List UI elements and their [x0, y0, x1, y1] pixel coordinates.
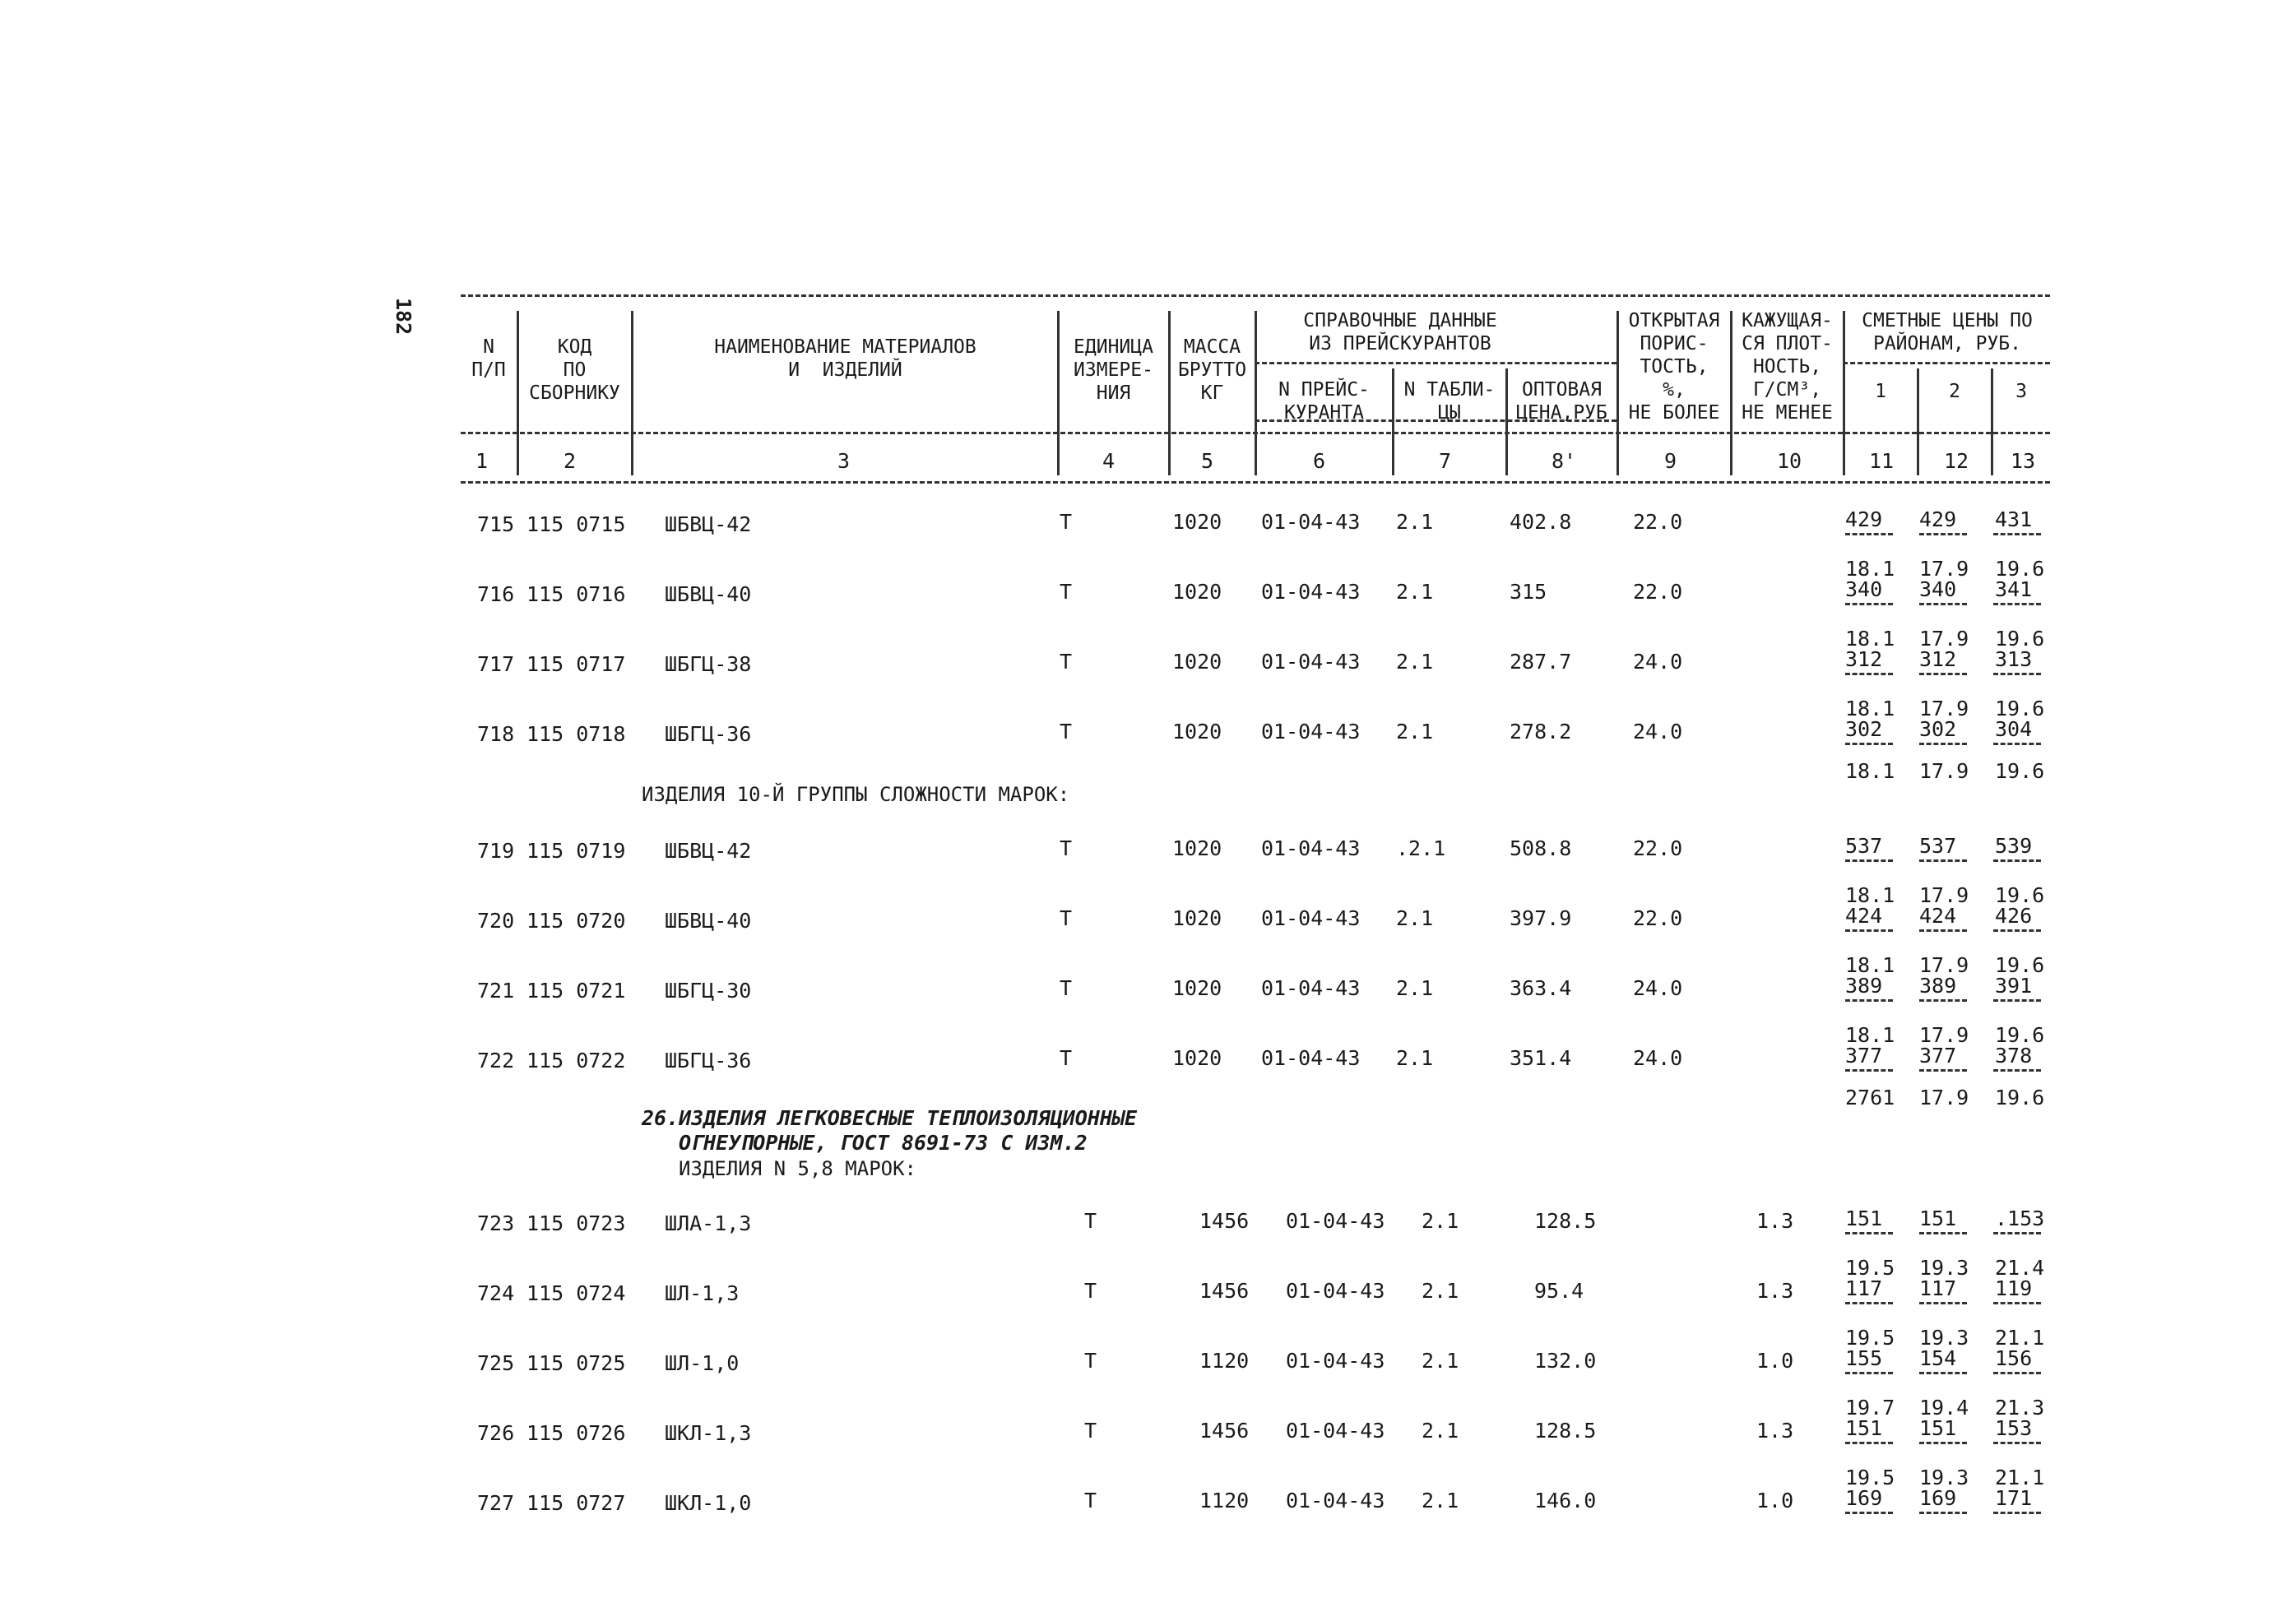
row-code: 115 0723 [526, 1211, 626, 1235]
row-wholesale: 508.8 [1510, 836, 1572, 860]
row-region-price: 312 [1919, 647, 1957, 671]
row-mass: 1456 [1199, 1279, 1250, 1303]
row-unit: Т [1084, 1279, 1097, 1303]
row-region-price: 156 [1995, 1346, 2033, 1370]
fraction-bar [1919, 999, 1967, 1002]
fraction-bar [1919, 1302, 1967, 1304]
row-prev-denominator: 19.6 [1995, 697, 2045, 720]
row-region-price: 155 [1845, 1346, 1883, 1370]
fraction-bar [1845, 1442, 1893, 1444]
row-wholesale: 402.8 [1510, 510, 1572, 534]
row-region-price: 424 [1919, 904, 1957, 928]
row-prev-denominator: 18.1 [1845, 883, 1895, 907]
row-prev-denominator: 19.3 [1919, 1326, 1969, 1350]
row-prev-denominator: 18.1 [1845, 697, 1895, 720]
row-table: 2.1 [1396, 580, 1434, 604]
row-denominator: 17.9 [1919, 759, 1969, 783]
fraction-bar [1845, 1512, 1893, 1514]
row-price-list: 01-04-43 [1286, 1419, 1385, 1443]
row-density: 1.3 [1756, 1419, 1794, 1443]
row-name: ШКЛ-1,0 [665, 1491, 752, 1515]
row-code: 115 0727 [526, 1491, 626, 1515]
column-number: 9 [1664, 449, 1677, 473]
row-region-price: 119 [1995, 1276, 2033, 1300]
group-ref-rule [1255, 362, 1616, 364]
header-price-list: N ПРЕЙС- КУРАНТА [1278, 379, 1370, 424]
row-density: 1.0 [1756, 1489, 1794, 1512]
row-region-price: 377 [1845, 1044, 1883, 1068]
row-unit: Т [1060, 580, 1073, 604]
row-mass: 1020 [1172, 1046, 1222, 1070]
row-table: 2.1 [1422, 1349, 1459, 1373]
row-name: ШБГЦ-36 [665, 722, 752, 746]
row-table: 2.1 [1396, 906, 1434, 930]
header-region-3: 3 [2015, 381, 2027, 402]
header-group-prices: СМЕТНЫЕ ЦЕНЫ ПО РАЙОНАМ, РУБ. [1862, 310, 2033, 354]
row-code: 115 0725 [526, 1351, 626, 1375]
column-number: 2 [564, 449, 577, 473]
header-name: НАИМЕНОВАНИЕ МАТЕРИАЛОВ И ИЗДЕЛИЙ [714, 336, 976, 381]
column-number: 4 [1102, 449, 1116, 473]
fraction-bar [1919, 859, 1967, 862]
row-prev-denominator: 19.6 [1995, 627, 2045, 651]
row-table: 2.1 [1422, 1209, 1459, 1233]
fraction-bar [1845, 603, 1893, 605]
row-unit: Т [1084, 1489, 1097, 1512]
fraction-bar [1919, 1069, 1967, 1072]
header-n: N П/П [471, 336, 506, 381]
fraction-bar [1845, 1069, 1893, 1072]
row-table: 2.1 [1396, 976, 1434, 1000]
row-region-price: 154 [1919, 1346, 1957, 1370]
row-unit: Т [1060, 906, 1073, 930]
row-prev-denominator: 17.9 [1919, 953, 1969, 977]
row-number: 718 [477, 722, 515, 746]
row-mass: 1020 [1172, 650, 1222, 674]
row-porosity: 24.0 [1633, 720, 1683, 743]
row-wholesale: 95.4 [1534, 1279, 1584, 1303]
row-number: 719 [477, 839, 515, 863]
fraction-bar [1993, 1442, 2041, 1444]
row-wholesale: 363.4 [1510, 976, 1572, 1000]
header-bottom-rule [461, 481, 2050, 484]
row-region-price: 539 [1995, 834, 2033, 858]
row-prev-denominator: 18.1 [1845, 627, 1895, 651]
section-26-line2: ОГНЕУПОРНЫЕ, ГОСТ 8691-73 С ИЗМ.2 [679, 1131, 1088, 1155]
row-region-price: 429 [1919, 507, 1957, 531]
row-code: 115 0722 [526, 1049, 626, 1072]
fraction-bar [1993, 743, 2041, 745]
row-porosity: 24.0 [1633, 976, 1683, 1000]
row-unit: Т [1060, 650, 1073, 674]
row-mass: 1020 [1172, 510, 1222, 534]
row-region-price: 312 [1845, 647, 1883, 671]
row-price-list: 01-04-43 [1286, 1279, 1385, 1303]
header-density: КАЖУЩАЯ- СЯ ПЛОТ- НОСТЬ, Г/СМ³, НЕ МЕНЕЕ [1742, 310, 1833, 424]
row-region-price: 389 [1919, 974, 1957, 998]
row-density: 1.3 [1756, 1209, 1794, 1233]
fraction-bar [1919, 673, 1967, 675]
row-price-list: 01-04-43 [1261, 906, 1361, 930]
row-code: 115 0726 [526, 1421, 626, 1445]
row-region-price: 313 [1995, 647, 2033, 671]
row-region-price: 117 [1845, 1276, 1883, 1300]
fraction-bar [1845, 859, 1893, 862]
row-price-list: 01-04-43 [1261, 580, 1361, 604]
row-porosity: 24.0 [1633, 650, 1683, 674]
row-name: ШБВЦ-40 [665, 582, 752, 606]
row-prev-denominator: 17.9 [1919, 883, 1969, 907]
row-prev-denominator: 17.9 [1919, 697, 1969, 720]
row-denominator: 18.1 [1845, 759, 1895, 783]
row-wholesale: 278.2 [1510, 720, 1572, 743]
fraction-bar [1993, 1302, 2041, 1304]
header-porosity: ОТКРЫТАЯ ПОРИС- ТОСТЬ, %, НЕ БОЛЕЕ [1628, 310, 1720, 424]
fraction-bar [1993, 603, 2041, 605]
section-26-line1: 26.ИЗДЕЛИЯ ЛЕГКОВЕСНЫЕ ТЕПЛОИЗОЛЯЦИОННЫЕ [642, 1106, 1138, 1130]
header-region-1: 1 [1875, 381, 1886, 402]
row-region-price: 302 [1845, 717, 1883, 741]
row-region-price: 537 [1845, 834, 1883, 858]
row-region-price: 302 [1919, 717, 1957, 741]
header-table-no: N ТАБЛИ- ЦЫ [1403, 379, 1496, 424]
row-number: 717 [477, 652, 515, 676]
row-mass: 1120 [1199, 1489, 1250, 1512]
row-price-list: 01-04-43 [1261, 836, 1361, 860]
row-region-price: 340 [1845, 577, 1883, 601]
row-unit: Т [1060, 976, 1073, 1000]
row-price-list: 01-04-43 [1261, 510, 1361, 534]
row-unit: Т [1060, 1046, 1073, 1070]
page-number: 182 [392, 298, 415, 336]
row-prev-denominator: 19.6 [1995, 883, 2045, 907]
row-price-list: 01-04-43 [1261, 650, 1361, 674]
section-group10: ИЗДЕЛИЯ 10-Й ГРУППЫ СЛОЖНОСТИ МАРОК: [642, 783, 1070, 806]
header-mass: МАССА БРУТТО КГ [1177, 336, 1247, 404]
row-code: 115 0720 [526, 909, 626, 933]
row-name: ШЛ-1,0 [665, 1351, 740, 1375]
row-number: 725 [477, 1351, 515, 1375]
row-table: 2.1 [1422, 1489, 1459, 1512]
row-region-price: 169 [1845, 1486, 1883, 1510]
row-region-price: 431 [1995, 507, 2033, 531]
row-name: ШБГЦ-36 [665, 1049, 752, 1072]
row-region-price: 151 [1919, 1207, 1957, 1230]
row-prev-denominator: 18.1 [1845, 1023, 1895, 1047]
row-denominator: 19.6 [1995, 759, 2045, 783]
row-name: ШБВЦ-40 [665, 909, 752, 933]
fraction-bar [1845, 1232, 1893, 1234]
fraction-bar [1919, 1512, 1967, 1514]
fraction-bar [1993, 1232, 2041, 1234]
row-region-price: 151 [1919, 1416, 1957, 1440]
column-number: 5 [1201, 449, 1214, 473]
row-wholesale: 351.4 [1510, 1046, 1572, 1070]
header-code: КОД ПО СБОРНИКУ [529, 336, 620, 404]
row-porosity: 24.0 [1633, 1046, 1683, 1070]
group-prices-rule [1843, 362, 2050, 364]
row-prev-denominator: 19.5 [1845, 1256, 1895, 1280]
row-table: 2.1 [1396, 510, 1434, 534]
fraction-bar [1919, 929, 1967, 932]
fraction-bar [1919, 1232, 1967, 1234]
row-name: ШБВЦ-42 [665, 839, 752, 863]
row-region-price: 151 [1845, 1207, 1883, 1230]
row-denominator: 19.6 [1995, 1086, 2045, 1109]
row-wholesale: 287.7 [1510, 650, 1572, 674]
row-prev-denominator: 21.4 [1995, 1256, 2045, 1280]
row-prev-denominator: 19.7 [1845, 1396, 1895, 1420]
row-mass: 1020 [1172, 976, 1222, 1000]
row-porosity: 22.0 [1633, 906, 1683, 930]
row-region-price: .153 [1995, 1207, 2045, 1230]
row-table: 2.1 [1396, 1046, 1434, 1070]
fraction-bar [1845, 743, 1893, 745]
row-name: ШБГЦ-38 [665, 652, 752, 676]
row-region-price: 169 [1919, 1486, 1957, 1510]
column-number: 11 [1869, 449, 1895, 473]
row-prev-denominator: 17.9 [1919, 1023, 1969, 1047]
row-prev-denominator: 21.3 [1995, 1396, 2045, 1420]
row-price-list: 01-04-43 [1261, 1046, 1361, 1070]
row-denominator: 2761 [1845, 1086, 1895, 1109]
row-porosity: 22.0 [1633, 836, 1683, 860]
row-code: 115 0718 [526, 722, 626, 746]
row-prev-denominator: 19.3 [1919, 1466, 1969, 1489]
row-price-list: 01-04-43 [1261, 720, 1361, 743]
row-prev-denominator: 17.9 [1919, 627, 1969, 651]
fraction-bar [1919, 1442, 1967, 1444]
fraction-bar [1919, 603, 1967, 605]
fraction-bar [1919, 1372, 1967, 1374]
row-code: 115 0715 [526, 512, 626, 536]
row-number: 715 [477, 512, 515, 536]
row-number: 716 [477, 582, 515, 606]
header-region-2: 2 [1949, 381, 1960, 402]
fraction-bar [1845, 673, 1893, 675]
row-region-price: 117 [1919, 1276, 1957, 1300]
header-group-ref: СПРАВОЧНЫЕ ДАННЫЕ ИЗ ПРЕЙСКУРАНТОВ [1303, 310, 1497, 354]
row-region-price: 424 [1845, 904, 1883, 928]
row-mass: 1456 [1199, 1419, 1250, 1443]
row-number: 720 [477, 909, 515, 933]
header-top-rule [461, 294, 2050, 297]
row-wholesale: 146.0 [1534, 1489, 1597, 1512]
row-density: 1.0 [1756, 1349, 1794, 1373]
row-unit: Т [1084, 1419, 1097, 1443]
row-unit: Т [1060, 836, 1073, 860]
row-wholesale: 315 [1510, 580, 1547, 604]
row-price-list: 01-04-43 [1286, 1489, 1385, 1512]
row-prev-denominator: 18.1 [1845, 557, 1895, 581]
header-unit: ЕДИНИЦА ИЗМЕРЕ- НИЯ [1074, 336, 1153, 404]
row-wholesale: 128.5 [1534, 1419, 1597, 1443]
column-number: 8' [1552, 449, 1577, 473]
row-number: 722 [477, 1049, 515, 1072]
row-region-price: 378 [1995, 1044, 2033, 1068]
row-prev-denominator: 19.6 [1995, 1023, 2045, 1047]
fraction-bar [1993, 1512, 2041, 1514]
row-wholesale: 397.9 [1510, 906, 1572, 930]
column-number: 13 [2011, 449, 2036, 473]
row-mass: 1020 [1172, 580, 1222, 604]
row-prev-denominator: 17.9 [1919, 557, 1969, 581]
fraction-bar [1993, 533, 2041, 535]
fraction-bar [1845, 1372, 1893, 1374]
row-region-price: 377 [1919, 1044, 1957, 1068]
row-table: 2.1 [1422, 1419, 1459, 1443]
fraction-bar [1919, 743, 1967, 745]
row-code: 115 0721 [526, 979, 626, 1003]
row-prev-denominator: 19.3 [1919, 1256, 1969, 1280]
row-prev-denominator: 19.5 [1845, 1326, 1895, 1350]
row-table: 2.1 [1422, 1279, 1459, 1303]
row-price-list: 01-04-43 [1261, 976, 1361, 1000]
fraction-bar [1845, 929, 1893, 932]
fraction-bar [1993, 859, 2041, 862]
row-table: .2.1 [1396, 836, 1446, 860]
row-prev-denominator: 19.5 [1845, 1466, 1895, 1489]
column-number: 6 [1313, 449, 1326, 473]
row-table: 2.1 [1396, 720, 1434, 743]
row-code: 115 0724 [526, 1281, 626, 1305]
row-mass: 1020 [1172, 720, 1222, 743]
row-region-price: 153 [1995, 1416, 2033, 1440]
column-number: 1 [475, 449, 489, 473]
fraction-bar [1845, 999, 1893, 1002]
row-table: 2.1 [1396, 650, 1434, 674]
row-unit: Т [1060, 720, 1073, 743]
row-mass: 1456 [1199, 1209, 1250, 1233]
row-region-price: 429 [1845, 507, 1883, 531]
row-region-price: 391 [1995, 974, 2033, 998]
row-price-list: 01-04-43 [1286, 1349, 1385, 1373]
row-unit: Т [1084, 1209, 1097, 1233]
fraction-bar [1993, 1069, 2041, 1072]
row-wholesale: 132.0 [1534, 1349, 1597, 1373]
row-prev-denominator: 21.1 [1995, 1466, 2045, 1489]
row-name: ШЛА-1,3 [665, 1211, 752, 1235]
row-name: ШКЛ-1,3 [665, 1421, 752, 1445]
row-prev-denominator: 19.6 [1995, 557, 2045, 581]
fraction-bar [1993, 673, 2041, 675]
row-wholesale: 128.5 [1534, 1209, 1597, 1233]
row-mass: 1020 [1172, 836, 1222, 860]
row-porosity: 22.0 [1633, 510, 1683, 534]
column-number: 7 [1439, 449, 1452, 473]
row-region-price: 340 [1919, 577, 1957, 601]
fraction-bar [1993, 999, 2041, 1002]
row-region-price: 389 [1845, 974, 1883, 998]
row-code: 115 0716 [526, 582, 626, 606]
row-unit: Т [1060, 510, 1073, 534]
column-number: 3 [837, 449, 851, 473]
row-number: 723 [477, 1211, 515, 1235]
row-density: 1.3 [1756, 1279, 1794, 1303]
fraction-bar [1919, 533, 1967, 535]
fraction-bar [1845, 1302, 1893, 1304]
row-unit: Т [1084, 1349, 1097, 1373]
row-region-price: 304 [1995, 717, 2033, 741]
row-prev-denominator: 19.4 [1919, 1396, 1969, 1420]
section-26-line3: ИЗДЕЛИЯ N 5,8 МАРОК: [679, 1157, 916, 1180]
row-number: 726 [477, 1421, 515, 1445]
row-code: 115 0717 [526, 652, 626, 676]
row-porosity: 22.0 [1633, 580, 1683, 604]
row-number: 721 [477, 979, 515, 1003]
row-mass: 1020 [1172, 906, 1222, 930]
column-number: 12 [1944, 449, 1969, 473]
row-name: ШБВЦ-42 [665, 512, 752, 536]
column-number: 10 [1777, 449, 1802, 473]
row-number: 724 [477, 1281, 515, 1305]
row-prev-denominator: 19.6 [1995, 953, 2045, 977]
row-number: 727 [477, 1491, 515, 1515]
row-denominator: 17.9 [1919, 1086, 1969, 1109]
row-mass: 1120 [1199, 1349, 1250, 1373]
row-region-price: 341 [1995, 577, 2033, 601]
row-region-price: 426 [1995, 904, 2033, 928]
row-code: 115 0719 [526, 839, 626, 863]
row-name: ШБГЦ-30 [665, 979, 752, 1003]
row-prev-denominator: 18.1 [1845, 953, 1895, 977]
fraction-bar [1993, 1372, 2041, 1374]
row-region-price: 151 [1845, 1416, 1883, 1440]
fraction-bar [1845, 533, 1893, 535]
row-region-price: 537 [1919, 834, 1957, 858]
row-name: ШЛ-1,3 [665, 1281, 740, 1305]
row-price-list: 01-04-43 [1286, 1209, 1385, 1233]
fraction-bar [1993, 929, 2041, 932]
row-region-price: 171 [1995, 1486, 2033, 1510]
row-prev-denominator: 21.1 [1995, 1326, 2045, 1350]
header-wholesale: ОПТОВАЯ ЦЕНА,РУБ [1516, 379, 1607, 424]
